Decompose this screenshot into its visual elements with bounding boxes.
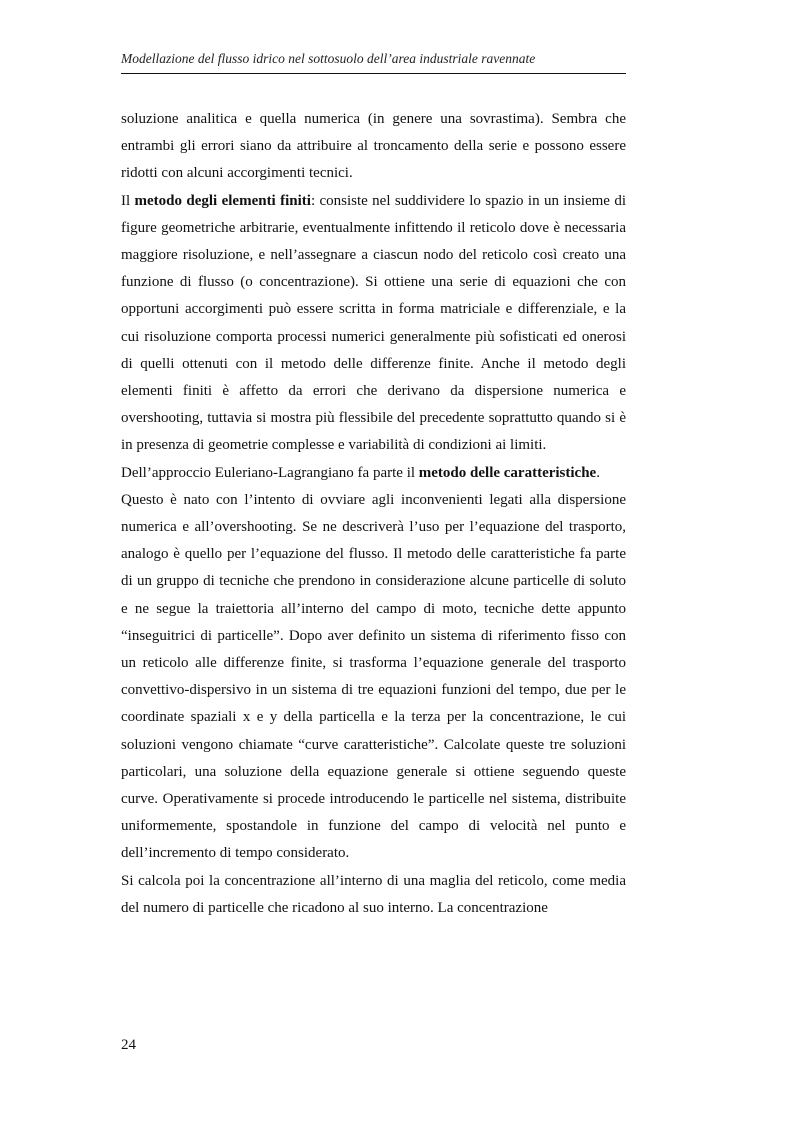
paragraph-text: soluzione analitica e quella numerica (in genere una sovrastima). Sembra che entrambi gli errori siano da attribuire al troncamento della serie e possono essere ridotti con alcuni accorgimenti tecnici. [121,111,626,182]
body-text [121,106,626,922]
paragraph-text: : consiste nel suddividere lo spazio in un insieme di figure geometriche arbitrarie, eventualmente infittendo il reticolo dove è necessaria maggiore risoluzione, e nell’assegnare a ciascun nodo del reticolo così creato una funzione di flusso (o concentrazione). Si ottiene una serie di equazioni che con opportuni accorgimenti può essere scritta in forma matriciale e differenziale, e la cui risoluzione comporta processi numerici generalmente più sofisticati ed onerosi di quelli ottenuti con il metodo delle differenze finite. Anche il metodo degli elementi finiti è affetto da errori che derivano da dispersione numerica e overshooting, tuttavia si mostra più flessibile del precedente soprattutto quando si è in presenza di geometrie complesse e variabilità di condizioni ai limiti. [121,192,626,454]
page-number: 24 [121,1037,136,1053]
paragraph-text: . [596,464,600,481]
paragraph-text: Si calcola poi la concentrazione all’interno di una maglia del reticolo, come media del numero di particelle che ricadono al suo interno. La concentrazione [121,872,626,916]
paragraph-error-sources [121,106,626,188]
paragraph-concentration [121,868,626,922]
header-rule [121,73,626,74]
term-finite-element-method: metodo degli elementi finiti [134,192,311,209]
paragraph-characteristics-description [121,487,626,868]
term-method-of-characteristics: metodo delle caratteristiche [418,464,597,481]
paragraph-text: Questo è nato con l’intento di ovviare agli inconvenienti legati alla dispersione numerica e all’overshooting. Se ne descriverà l’uso per l’equazione del trasporto, analogo è quello per l’equazione del flusso. Il metodo delle caratteristiche fa parte di un gruppo di tecniche che prendono in considerazione alcune particelle di soluto e ne segue la traiettoria all’interno del campo di moto, tecniche dette appunto “inseguitrici di particelle”. Dopo aver definito un sistema di riferimento fisso con un reticolo alle differenze finite, si trasforma l’equazione generale del trasporto convettivo-dispersivo in un sistema di tre equazioni funzioni del tempo, due per le coordinate spaziali x e y della particella e la terza per la concentrazione, le cui soluzioni vengono chiamate “curve caratteristiche”. Calcolate queste tre soluzioni particolari, una soluzione della equazione generale si ottiene seguendo queste curve. Operativamente si procede introducendo le particelle nel sistema, distribuite uniformemente, spostandole in funzione del campo di velocità nel punto e dell’incremento di tempo considerato. [121,491,626,862]
paragraph-lead: Dell’approccio Euleriano-Lagrangiano fa parte il [121,464,419,481]
running-header: Modellazione del flusso idrico nel sottosuolo dell’area industriale ravennate [121,51,536,66]
paragraph-euler-lagrange [121,460,626,487]
paragraph-lead: Il [121,192,135,209]
paragraph-finite-elements [121,188,626,460]
